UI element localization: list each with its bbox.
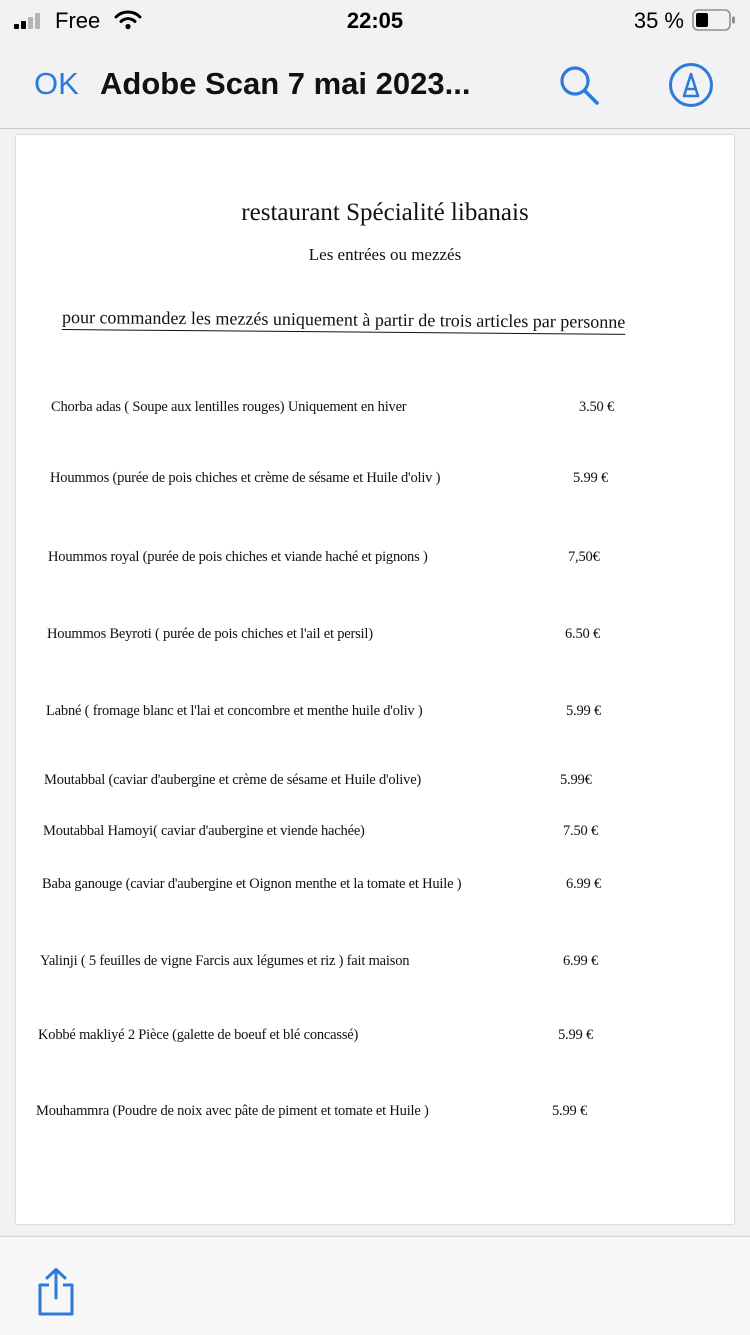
menu-item-price: 5.99€ [560,772,592,788]
share-icon[interactable] [34,1267,78,1317]
battery-icon [692,9,736,31]
menu-item-price: 6.99 € [566,876,602,892]
scanned-page [16,135,734,1224]
menu-item-price: 7,50€ [568,549,600,565]
menu-item-name: Hoummos royal (purée de pois chiches et viande haché et pignons ) [48,549,428,565]
markup-pen-icon[interactable] [668,62,714,108]
status-bar [0,0,750,44]
menu-item-price: 5.99 € [552,1103,588,1119]
menu-item-name: Baba ganouge (caviar d'aubergine et Oignon menthe et la tomate et Huile ) [42,876,462,892]
menu-item-name: Moutabbal Hamoyi( caviar d'aubergine et viende hachée) [43,823,365,839]
ok-button[interactable]: OK [34,66,79,101]
menu-subtitle: Les entrées ou mezzés [308,245,462,264]
clock: 22:05 [346,8,404,33]
menu-item-price: 5.99 € [558,1027,594,1043]
menu-item-price: 7.50 € [563,823,599,839]
menu-item-price: 6.50 € [565,626,601,642]
menu-item-name: Labné ( fromage blanc et l'lai et concombre et menthe huile d'oliv ) [46,703,423,719]
menu-note: pour commandez les mezzés uniquement à partir de trois articles par personne [61,307,626,332]
menu-title: restaurant Spécialité libanais [241,199,529,226]
bottom-toolbar [0,1236,750,1335]
navigation-bar [0,44,750,129]
menu-item-name: Chorba adas ( Soupe aux lentilles rouges) Uniquement en hiver [51,399,407,415]
menu-item-name: Hoummos Beyroti ( purée de pois chiches et l'ail et persil) [47,626,373,642]
menu-item-price: 5.99 € [573,470,609,486]
menu-item-name: Yalinji ( 5 feuilles de vigne Farcis aux légumes et riz ) fait maison [40,953,410,969]
menu-item-name: Moutabbal (caviar d'aubergine et crème de sésame et Huile d'olive) [44,772,422,788]
search-icon[interactable] [556,62,602,108]
menu-item-name: Mouhammra (Poudre de noix avec pâte de piment et tomate et Huile ) [36,1103,429,1119]
menu-item-name: Hoummos (purée de pois chiches et crème de sésame et Huile d'oliv ) [50,470,441,486]
document-title: Adobe Scan 7 mai 2023... [100,66,471,101]
menu-item-price: 3.50 € [579,399,615,415]
battery-percentage: 35 % [633,8,684,33]
carrier-name: Free [55,8,101,33]
menu-item-price: 5.99 € [566,703,602,719]
menu-item-name: Kobbé makliyé 2 Pièce (galette de boeuf et blé concassé) [38,1027,359,1043]
menu-item-price: 6.99 € [563,953,599,969]
